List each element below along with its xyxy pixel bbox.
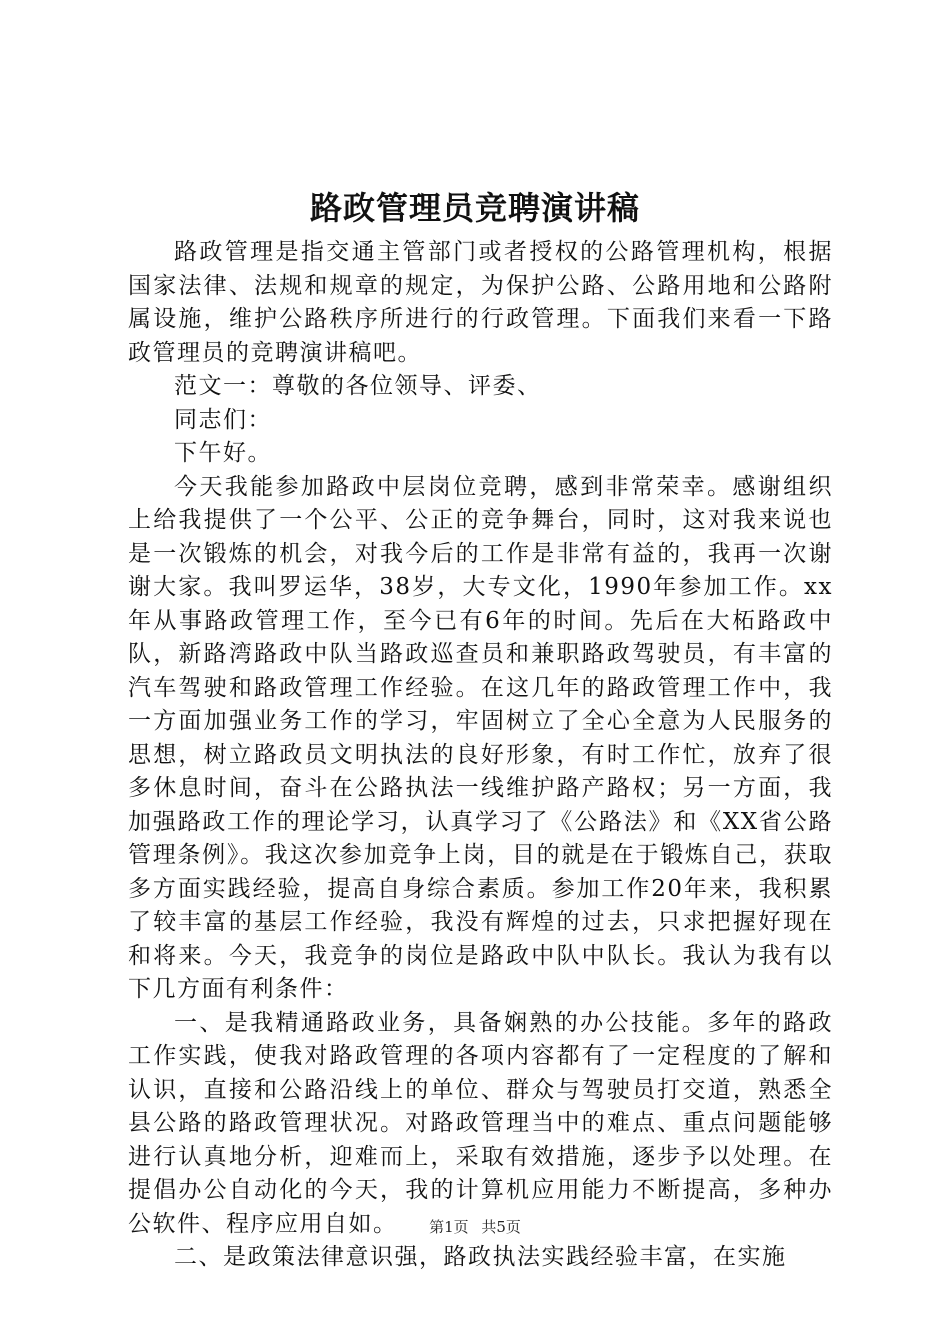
page-footer	[0, 1217, 950, 1237]
document-body	[128, 236, 833, 1275]
page-total: 共5页	[481, 1218, 521, 1236]
page-number: 第1页	[429, 1218, 469, 1236]
paragraph-intro: 路政管理是指交通主管部门或者授权的公路管理机构，根据国家法律、法规和规章的规定，为保护公路、公路用地和公路附属设施，维护公路秩序所进行的行政管理。下面我们来看一下路政管理员的竞聘演讲稿吧。	[128, 239, 833, 366]
paragraph-greeting: 下午好。	[174, 440, 272, 466]
paragraph-condition-two: 二、是政策法律意识强，路政执法实践经验丰富，在实施	[174, 1244, 787, 1270]
paragraph-condition-one: 一、是我精通路政业务，具备娴熟的办公技能。多年的路政工作实践，使我对路政管理的各项内容都有了一定程度的了解和认识，直接和公路沿线上的单位、群众与驾驶员打交道，熟悉全县公路的路政管理状况。对路政管理当中的难点、重点问题能够进行认真地分析，迎难而上，采取有效措施，逐步予以处理。在提倡办公自动化的今天，我的计算机应用能力不断提高，多种办公软件、程序应用自如。	[128, 1009, 833, 1237]
document-title: 路政管理员竞聘演讲稿	[309, 189, 640, 227]
paragraph-self-introduction: 今天我能参加路政中层岗位竞聘，感到非常荣幸。感谢组织上给我提供了一个公平、公正的竞争舞台，同时，这对我来说也是一次锻炼的机会，对我今后的工作是非常有益的，我再一次谢谢大家。我叫罗运华，38岁，大专文化，1990年参加工作。xx年从事路政管理工作，至今已有6年的时间。先后在大柘路政中队，新路湾路政中队当路政巡查员和兼职路政驾驶员，有丰富的汽车驾驶和路政管理工作经验。在这几年的路政管理工作中，我一方面加强业务工作的学习，牢固树立了全心全意为人民服务的思想，树立路政员文明执法的良好形象，有时工作忙，放弃了很多休息时间，奋斗在公路执法一线维护路产路权；另一方面，我加强路政工作的理论学习，认真学习了《公路法》和《XX省公路管理条例》。我这次参加竞争上岗，目的就是在于锻炼自己，获取多方面实践经验，提高自身综合素质。参加工作20年来，我积累了较丰富的基层工作经验，我没有辉煌的过去，只求把握好现在和将来。今天，我竞争的岗位是路政中队中队长。我认为我有以下几方面有利条件：	[128, 473, 833, 1002]
paragraph-comrades: 同志们：	[174, 406, 272, 433]
paragraph-salutation: 范文一：尊敬的各位领导、评委、	[174, 373, 542, 399]
